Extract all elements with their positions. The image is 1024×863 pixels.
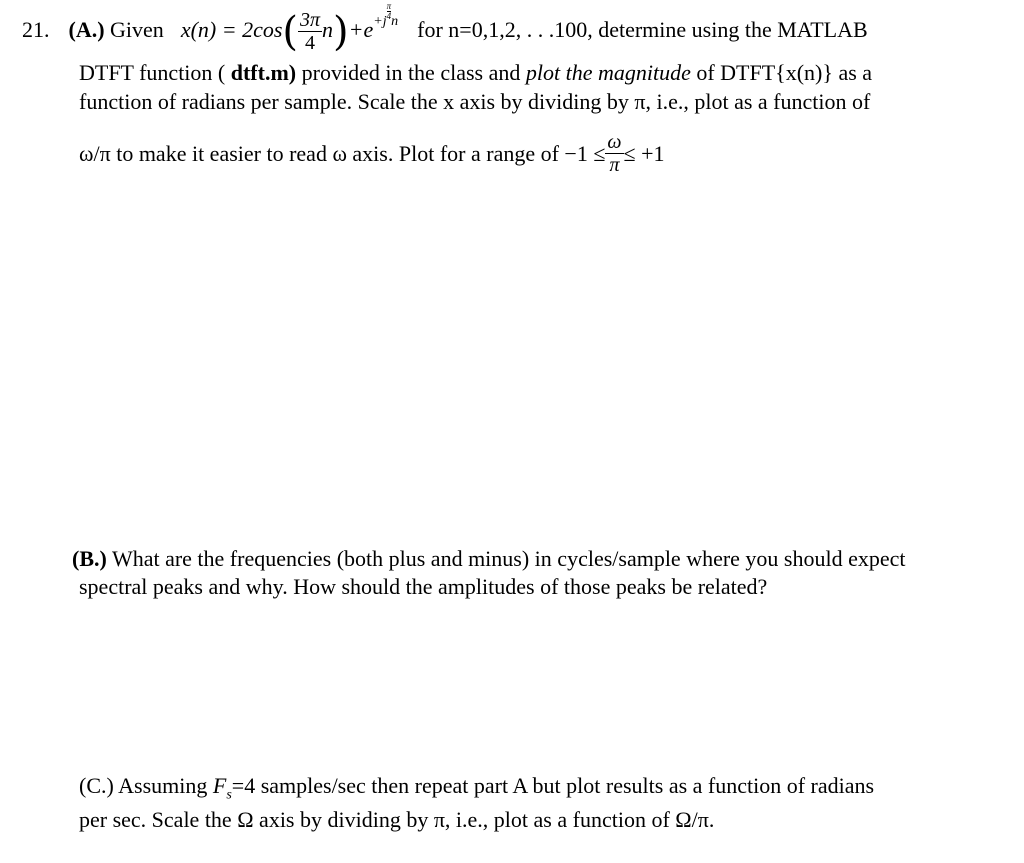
part-c-label: (C.) [79,773,114,798]
exponent [373,1,399,29]
plus-e: +e [348,16,374,42]
problem-number: 21. [22,16,50,42]
line2-text-c: of DTFT{x(n)} as a [696,60,873,85]
part-c-line-1 [79,773,874,808]
part-a-line-2 [79,60,872,86]
line2-text-b: provided in the class and [301,60,521,85]
fs-symbol [212,773,232,803]
right-paren: ) [333,8,349,55]
part-b-text-2: spectral peaks and why. How should the amplitudes of those peaks be related? [79,574,768,599]
plot-magnitude-emphasis: plot the magnitude [525,60,691,85]
omega-num: ω [607,131,622,153]
line4-text-b: ≤ +1 [623,141,665,166]
left-paren: ( [282,8,299,55]
part-a-line-1 [22,1,868,55]
part-b-text-1: What are the frequencies (both plus and minus) in cycles/sample where you should expect [111,546,906,571]
part-a-line-3 [79,89,870,115]
part-b-line-2 [79,574,767,600]
exp-prefix: +j [373,13,387,29]
part-b-line-1 [72,546,906,572]
part-a-label: (A.) [68,16,105,42]
cos-fraction-den: 4 [305,32,316,55]
line4-text-a: ω/π to make it easier to read ω axis. Plot for a range of −1 ≤ [79,141,606,166]
part-a-line-4 [79,132,665,175]
cos-fraction-num: 3π [300,9,321,32]
given-text: Given [110,16,164,42]
part-c-line-2 [79,807,714,833]
part-c-text-2: per sec. Scale the Ω axis by dividing by π, i.e., plot as a function of Ω/π. [79,807,715,832]
line2-text-a: DTFT function ( [79,60,226,85]
part-c-text-b: =4 samples/sec then repeat part A but plot results as a function of radians [231,773,875,798]
fs-f: F [212,773,227,798]
pi-den: π [609,154,620,176]
exp-num: π [386,1,392,11]
exp-den: 4 [386,11,392,21]
omega-over-pi-fraction [605,132,623,175]
equation-lhs: x(n) = 2cos [180,16,283,42]
cos-fraction [298,10,322,53]
fs-sub: s [226,787,232,803]
part-b-label: (B.) [72,546,107,571]
part-a-line-1-rest: for n=0,1,2, . . .100, determine using the MATLAB [417,16,868,42]
n-variable: n [322,16,334,42]
part-c-text-a: Assuming [118,773,208,798]
line3-text: function of radians per sample. Scale the x axis by dividing by π, i.e., plot as a function of [79,89,871,114]
dtft-filename: dtft.m) [230,60,297,85]
exp-n: n [391,13,399,29]
